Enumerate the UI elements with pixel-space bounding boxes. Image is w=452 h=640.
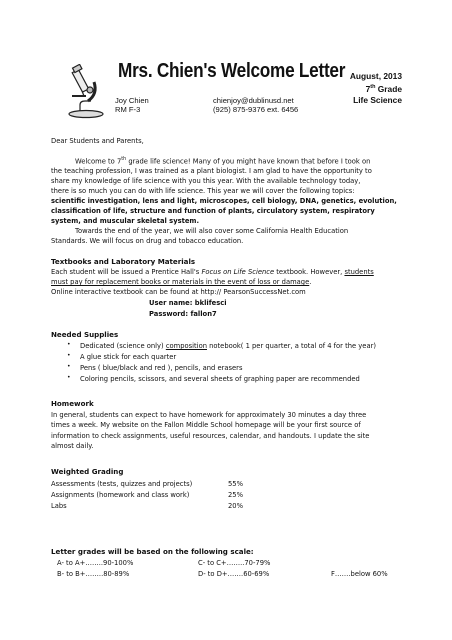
textbooks-line-2 (51, 277, 311, 287)
grade-scale-a: A- to A+……..90-100% (57, 559, 134, 567)
supplies-heading: Needed Supplies (51, 330, 119, 339)
intro-line-6: classification of life, structure and function of plants, circulatory system, respiratory (51, 207, 375, 215)
letter-date: August, 2013 (349, 71, 402, 81)
textbooks-heading: Textbooks and Laboratory Materials (51, 257, 196, 266)
grading-row-value: 25% (228, 491, 244, 499)
grade-word: Grade (375, 83, 402, 94)
supply-underline: composition (165, 342, 207, 350)
intro-line-1 (75, 155, 370, 166)
microscope-icon (58, 64, 114, 120)
grading-row-value: 55% (228, 480, 244, 488)
teacher-phone: (925) 875-9376 ext. 6456 (213, 105, 299, 114)
intro-line-2: the teaching profession, I was trained as a plant biologist. I am glad to have the opportunity to (51, 167, 372, 175)
intro-line-8: Towards the end of the year, we will also cover some California Health Education (75, 227, 349, 235)
grade-suffix: th (370, 84, 376, 90)
supply-text-a: Dedicated (science only) (80, 342, 166, 350)
textbooks-line-1 (51, 267, 374, 277)
header-info (350, 71, 402, 106)
bullet-icon: • (67, 374, 71, 381)
grade-scale-b: B- to B+……..80-89% (57, 570, 130, 578)
textbooks-underline-b: must pay for replacement books or materials in the event of loss or damage (51, 278, 310, 286)
supply-item: A glue stick for each quarter (80, 353, 177, 361)
subject-name: Life Science (353, 94, 402, 105)
online-textbook-link[interactable]: Online interactive textbook can be found at http:// PearsonSuccessNet.com (51, 288, 306, 296)
room-number: RM F-3 (115, 105, 141, 114)
intro-line-3: share my knowledge of life science with you this year. With the available technology today, (51, 177, 361, 185)
intro-line-7: system, and muscular skeletal system. (51, 217, 200, 225)
grading-row-label: Assignments (homework and class work) (51, 491, 190, 499)
grade-number: 7 (365, 83, 371, 94)
grade-scale-c: C- to C+……..70-79% (198, 559, 271, 567)
textbook-title: Focus on Life Science (201, 268, 275, 276)
teacher-name: Joy Chien (115, 96, 149, 105)
homework-line-3: information to check assignments, useful resources, calendar, and handouts. I update the site (51, 432, 370, 440)
homework-line-4: almost daily. (51, 442, 94, 450)
supply-text-b: notebook( 1 per quarter, a total of 4 for the year) (206, 342, 377, 350)
grading-row-label: Labs (51, 502, 67, 510)
textbooks-underline-a: students (344, 268, 374, 276)
intro-text-b: grade life science! Many of you might have known that before I took on (126, 157, 371, 166)
intro-sup: th (121, 157, 127, 162)
username-text: User name: bklifesci (149, 299, 227, 307)
supply-item: Coloring pencils, scissors, and several sheets of graphing paper are recommended (80, 375, 360, 383)
greeting: Dear Students and Parents, (51, 137, 144, 145)
homework-line-2: times a week. My website on the Fallon Middle School homepage will be your first source of (51, 421, 361, 429)
supply-item: Pens ( blue/black and red ), pencils, and erasers (80, 364, 243, 372)
bullet-icon: • (67, 363, 71, 370)
grade-scale-f: F…….below 60% (331, 570, 388, 578)
grading-heading: Weighted Grading (51, 467, 124, 476)
password-text: Password: fallon7 (149, 310, 217, 318)
intro-line-5: scientific investigation, lens and light, microscopes, cell biology, DNA, genetics, evolution, (51, 197, 397, 205)
intro-line-4: there is so much you can do with life science. This year we will cover the following topics: (51, 187, 355, 195)
supply-item (80, 341, 376, 351)
grade-level (350, 82, 402, 95)
intro-text-a: Welcome to 7 (75, 157, 122, 166)
teacher-email: chienjoy@dublinusd.net (213, 96, 294, 105)
bullet-icon: • (67, 352, 71, 359)
intro-line-9: Standards. We will focus on drug and tobacco education. (51, 237, 244, 245)
grading-row-label: Assessments (tests, quizzes and projects) (51, 480, 193, 488)
homework-heading: Homework (51, 399, 94, 408)
page-title: Mrs. Chien's Welcome Letter (118, 60, 346, 82)
grade-scale-d: D- to D+…….60-69% (198, 570, 270, 578)
bullet-icon: • (67, 341, 71, 348)
grading-row-value: 20% (228, 502, 244, 510)
textbooks-text-b: textbook. However, (274, 268, 345, 276)
letter-grades-heading: Letter grades will be based on the following scale: (51, 547, 254, 556)
homework-line-1: In general, students can expect to have homework for approximately 30 minutes a day three (51, 411, 367, 419)
textbooks-period: . (309, 278, 312, 286)
textbooks-text-a: Each student will be issued a Prentice Hall's (51, 268, 202, 276)
